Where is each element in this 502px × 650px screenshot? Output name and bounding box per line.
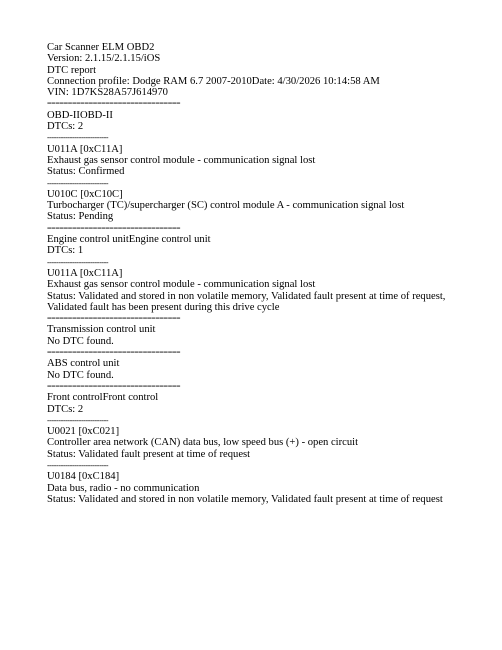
connection-line: Connection profile: Dodge RAM 6.7 2007-2010Date: 4/30/2026 10:14:58 AM — [47, 75, 380, 87]
dtc-description: Exhaust gas sensor control module - communication signal lost — [47, 279, 316, 291]
dtc-description: Data bus, radio - no communication — [47, 482, 200, 494]
no-dtc-message: No DTC found. — [47, 369, 114, 381]
dtc-code: U0184 [0xC184] — [47, 471, 120, 483]
version-line: Version: 2.1.15/2.1.15/iOS — [47, 53, 161, 65]
separator-short: --------------------------- — [47, 257, 109, 267]
no-dtc-message: No DTC found. — [47, 335, 114, 347]
separator-short: --------------------------- — [47, 415, 109, 425]
dtc-status: Status: Pending — [47, 211, 114, 223]
dtc-status: Status: Validated and stored in non volatile memory, Validated fault present at time of request, Validated fault has been present during this drive cycle — [47, 290, 448, 313]
dtc-status: Status: Confirmed — [47, 166, 125, 178]
section-title: Transmission control unit — [47, 324, 156, 336]
app-title: Car Scanner ELM OBD2 — [47, 42, 155, 53]
separator-short: --------------------------- — [47, 460, 109, 470]
section-title: Engine control unitEngine control unit — [47, 234, 211, 246]
dtc-code: U011A [0xC11A] — [47, 267, 123, 279]
separator-long: ================================ — [47, 348, 181, 358]
dtc-description: Turbocharger (TC)/supercharger (SC) control module A - communication signal lost — [47, 200, 405, 212]
dtc-count: DTCs: 2 — [47, 121, 84, 133]
dtc-status: Status: Validated and stored in non volatile memory, Validated fault present at time of request — [47, 493, 443, 505]
dtc-count: DTCs: 1 — [47, 245, 84, 257]
dtc-description: Controller area network (CAN) data bus, low speed bus (+) - open circuit — [47, 437, 359, 449]
separator-short: --------------------------- — [47, 133, 109, 143]
section-title: ABS control unit — [47, 358, 120, 370]
separator-long: ================================ — [47, 314, 181, 324]
dtc-count: DTCs: 2 — [47, 403, 84, 415]
section-title: Front controlFront control — [47, 392, 159, 404]
separator-short: --------------------------- — [47, 178, 109, 188]
separator-long: ================================ — [47, 381, 181, 391]
dtc-description: Exhaust gas sensor control module - communication signal lost — [47, 154, 316, 166]
dtc-report — [47, 42, 487, 505]
dtc-status: Status: Validated fault present at time of request — [47, 448, 251, 460]
report-type: DTC report — [47, 64, 97, 76]
separator-long: ================================ — [47, 99, 181, 109]
dtc-code: U011A [0xC11A] — [47, 143, 123, 155]
vin-line: VIN: 1D7KS28A57J614970 — [47, 87, 168, 99]
dtc-code: U010C [0xC10C] — [47, 188, 123, 200]
dtc-code: U0021 [0xC021] — [47, 426, 120, 438]
separator-long: ================================ — [47, 223, 181, 233]
section-title: OBD-IIOBD-II — [47, 109, 113, 121]
